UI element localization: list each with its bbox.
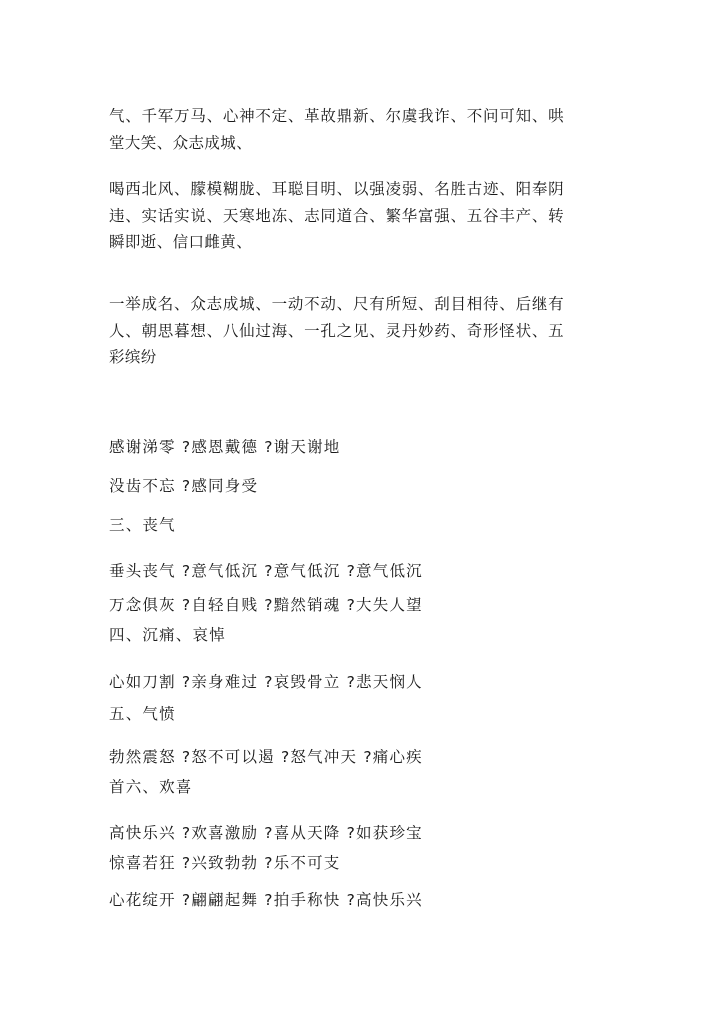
- section-heading-dejected: 三、丧气: [109, 516, 176, 534]
- section-heading-joy: 首六、欢喜: [109, 778, 193, 796]
- joy-idioms-line-3: 心花绽开 ?翩翩起舞 ?拍手称快 ?高快乐兴: [109, 891, 423, 909]
- idiom-paragraph-2: 喝西北风、朦模糊胧、耳聪目明、以强凌弱、名胜古迹、阳奉阴违、实话实说、天寒地冻、志同道合、繁华富强、五谷丰产、转瞬即逝、信口雌黄、: [109, 180, 564, 251]
- thanks-idioms-line-2: 没齿不忘 ?感同身受: [109, 477, 259, 495]
- idiom-paragraph-1: 气、千军万马、心神不定、革故鼎新、尔虞我诈、不问可知、哄堂大笑、众志成城、: [109, 107, 564, 152]
- dejected-idioms-line-2: 万念俱灰 ?自轻自贱 ?黯然销魂 ?大失人望: [109, 596, 423, 614]
- idiom-paragraph-3: 一举成名、众志成城、一动不动、尺有所短、刮目相待、后继有人、朝思暮想、八仙过海、一孔之见、灵丹妙药、奇形怪状、五彩缤纷: [109, 295, 564, 366]
- section-heading-grief: 四、沉痛、哀悼: [109, 626, 226, 644]
- joy-idioms-line-2: 惊喜若狂 ?兴致勃勃 ?乐不可支: [109, 854, 341, 872]
- thanks-idioms-line-1: 感谢涕零 ?感恩戴德 ?谢天谢地: [109, 438, 341, 456]
- grief-idioms-line-1: 心如刀割 ?亲身难过 ?哀毁骨立 ?悲天悯人: [109, 673, 423, 691]
- joy-idioms-line-1: 高快乐兴 ?欢喜激励 ?喜从天降 ?如获珍宝: [109, 824, 423, 842]
- dejected-idioms-line-1: 垂头丧气 ?意气低沉 ?意气低沉 ?意气低沉: [109, 562, 423, 580]
- anger-idioms-line-1: 勃然震怒 ?怒不可以遏 ?怒气冲天 ?痛心疾: [109, 748, 423, 766]
- section-heading-anger: 五、气愤: [109, 705, 176, 723]
